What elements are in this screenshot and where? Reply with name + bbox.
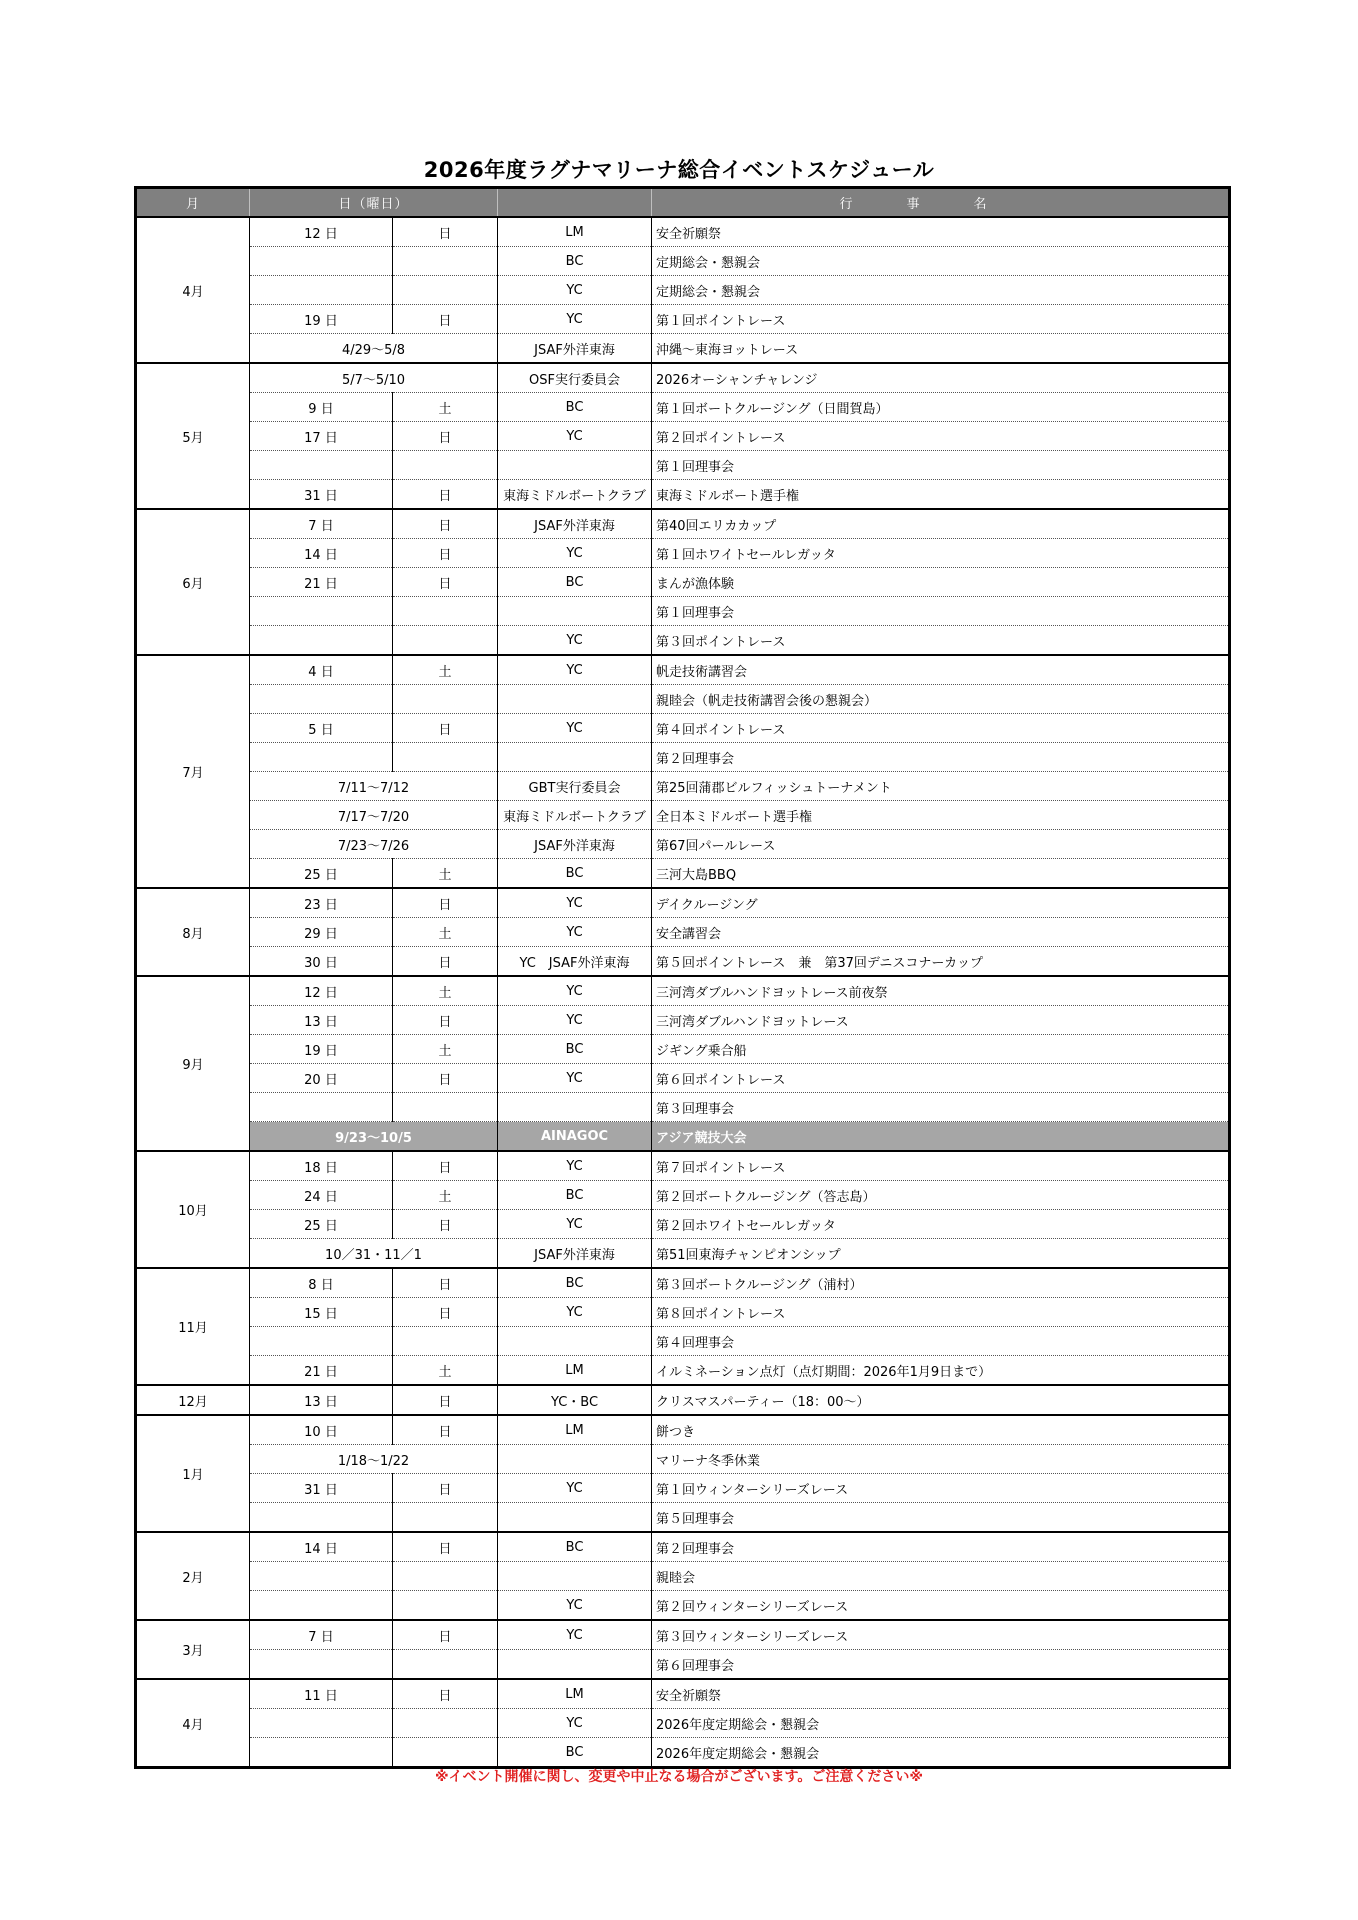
weekday-cell: 日 (393, 217, 498, 247)
table-row (136, 685, 1230, 714)
weekday-cell: 日 (393, 1210, 498, 1239)
date-cell: 23 日 (250, 888, 393, 918)
weekday-cell: 日 (393, 1268, 498, 1298)
weekday-cell: 土 (393, 918, 498, 947)
event-cell: アジア競技大会 (652, 1122, 1230, 1152)
event-cell: 第１回理事会 (652, 451, 1230, 480)
event-cell: 第１回ホワイトセールレガッタ (652, 539, 1230, 568)
event-cell: クリスマスパーティー（18：00～） (652, 1385, 1230, 1415)
weekday-cell: 日 (393, 422, 498, 451)
organizer-cell: YC (498, 1591, 652, 1621)
date-cell: 30 日 (250, 947, 393, 977)
event-cell: デイクルージング (652, 888, 1230, 918)
organizer-cell: JSAF外洋東海 (498, 830, 652, 859)
month-cell: 11月 (136, 1268, 250, 1385)
organizer-cell: YC (498, 539, 652, 568)
weekday-cell (393, 1327, 498, 1356)
header-date: 日（曜日） (250, 188, 498, 218)
date-cell: 8 日 (250, 1268, 393, 1298)
event-cell: 第１回ボートクルージング（日間賀島） (652, 393, 1230, 422)
organizer-cell: LM (498, 217, 652, 247)
event-cell: 第２回ボートクルージング（答志島） (652, 1181, 1230, 1210)
weekday-cell: 日 (393, 888, 498, 918)
event-cell: 三河湾ダブルハンドヨットレース前夜祭 (652, 976, 1230, 1006)
weekday-cell: 日 (393, 1474, 498, 1503)
header-row (136, 188, 1230, 218)
weekday-cell (393, 597, 498, 626)
event-cell: 親睦会（帆走技術講習会後の懇親会） (652, 685, 1230, 714)
table-row (136, 1562, 1230, 1591)
organizer-cell: 東海ミドルボートクラブ (498, 801, 652, 830)
table-row (136, 422, 1230, 451)
event-cell: 第５回ポイントレース 兼 第37回デニスコナーカップ (652, 947, 1230, 977)
organizer-cell (498, 1650, 652, 1680)
weekday-cell: 土 (393, 393, 498, 422)
table-row (136, 305, 1230, 334)
event-cell: 安全祈願祭 (652, 217, 1230, 247)
date-cell: 7/23～7/26 (250, 830, 498, 859)
event-cell: 餅つき (652, 1415, 1230, 1445)
date-cell: 11 日 (250, 1679, 393, 1709)
date-cell: 21 日 (250, 1356, 393, 1386)
table-row (136, 918, 1230, 947)
date-cell: 25 日 (250, 859, 393, 889)
table-row (136, 1122, 1230, 1152)
table-row (136, 626, 1230, 656)
event-cell: まんが漁体験 (652, 568, 1230, 597)
weekday-cell: 土 (393, 976, 498, 1006)
month-cell: 4月 (136, 217, 250, 363)
weekday-cell: 日 (393, 947, 498, 977)
date-cell: 12 日 (250, 217, 393, 247)
date-cell (250, 1591, 393, 1621)
weekday-cell: 日 (393, 1151, 498, 1181)
weekday-cell (393, 743, 498, 772)
table-row (136, 830, 1230, 859)
schedule-table (134, 186, 1231, 1769)
table-row (136, 1503, 1230, 1533)
schedule-body (136, 217, 1230, 1768)
event-cell: 第25回蒲郡ビルフィッシュトーナメント (652, 772, 1230, 801)
table-row (136, 655, 1230, 685)
date-cell (250, 276, 393, 305)
table-row (136, 1064, 1230, 1093)
date-cell: 19 日 (250, 1035, 393, 1064)
organizer-cell (498, 1093, 652, 1122)
weekday-cell: 日 (393, 1298, 498, 1327)
organizer-cell: JSAF外洋東海 (498, 509, 652, 539)
date-cell: 7/11～7/12 (250, 772, 498, 801)
date-cell (250, 743, 393, 772)
event-cell: 第２回理事会 (652, 1532, 1230, 1562)
event-cell: 第３回ポイントレース (652, 626, 1230, 656)
month-cell: 10月 (136, 1151, 250, 1268)
event-cell: 第４回ポイントレース (652, 714, 1230, 743)
event-cell: 第３回ウィンターシリーズレース (652, 1620, 1230, 1650)
table-row (136, 1268, 1230, 1298)
table-row (136, 1093, 1230, 1122)
weekday-cell (393, 1503, 498, 1533)
date-cell: 7 日 (250, 509, 393, 539)
event-cell: 第６回理事会 (652, 1650, 1230, 1680)
table-row (136, 1385, 1230, 1415)
organizer-cell (498, 685, 652, 714)
event-cell: 第40回エリカカップ (652, 509, 1230, 539)
event-cell: 第２回ウィンターシリーズレース (652, 1591, 1230, 1621)
table-row (136, 1445, 1230, 1474)
table-row (136, 772, 1230, 801)
date-cell: 10 日 (250, 1415, 393, 1445)
organizer-cell: YC JSAF外洋東海 (498, 947, 652, 977)
date-cell: 4/29～5/8 (250, 334, 498, 364)
organizer-cell: BC (498, 568, 652, 597)
weekday-cell: 日 (393, 509, 498, 539)
organizer-cell: YC (498, 1620, 652, 1650)
weekday-cell: 日 (393, 1415, 498, 1445)
date-cell (250, 1709, 393, 1738)
weekday-cell: 土 (393, 655, 498, 685)
weekday-cell: 日 (393, 1620, 498, 1650)
table-row (136, 509, 1230, 539)
table-row (136, 1415, 1230, 1445)
date-cell (250, 1503, 393, 1533)
month-cell: 5月 (136, 363, 250, 509)
table-row (136, 1738, 1230, 1768)
month-cell: 12月 (136, 1385, 250, 1415)
table-row (136, 1356, 1230, 1386)
event-cell: 第３回理事会 (652, 1093, 1230, 1122)
weekday-cell (393, 626, 498, 656)
date-cell (250, 597, 393, 626)
event-cell: 第51回東海チャンピオンシップ (652, 1239, 1230, 1269)
event-cell: マリーナ冬季休業 (652, 1445, 1230, 1474)
month-cell: 7月 (136, 655, 250, 888)
table-row (136, 1151, 1230, 1181)
event-cell: 第５回理事会 (652, 1503, 1230, 1533)
organizer-cell: BC (498, 393, 652, 422)
table-row (136, 888, 1230, 918)
table-row (136, 597, 1230, 626)
organizer-cell: BC (498, 859, 652, 889)
date-cell: 9/23～10/5 (250, 1122, 498, 1152)
weekday-cell: 日 (393, 480, 498, 510)
date-cell (250, 1562, 393, 1591)
date-cell: 14 日 (250, 1532, 393, 1562)
event-cell: 親睦会 (652, 1562, 1230, 1591)
table-row (136, 1239, 1230, 1269)
weekday-cell: 日 (393, 1385, 498, 1415)
organizer-cell: BC (498, 1181, 652, 1210)
organizer-cell: BC (498, 1738, 652, 1768)
date-cell: 13 日 (250, 1385, 393, 1415)
weekday-cell (393, 1591, 498, 1621)
organizer-cell: BC (498, 1532, 652, 1562)
organizer-cell (498, 1327, 652, 1356)
weekday-cell (393, 685, 498, 714)
date-cell: 5/7～5/10 (250, 363, 498, 393)
table-row (136, 1474, 1230, 1503)
table-row (136, 1679, 1230, 1709)
month-cell: 9月 (136, 976, 250, 1151)
date-cell: 13 日 (250, 1006, 393, 1035)
organizer-cell: GBT実行委員会 (498, 772, 652, 801)
weekday-cell (393, 276, 498, 305)
date-cell: 31 日 (250, 480, 393, 510)
date-cell: 7/17～7/20 (250, 801, 498, 830)
event-cell: 第２回理事会 (652, 743, 1230, 772)
weekday-cell (393, 451, 498, 480)
event-cell: 沖縄～東海ヨットレース (652, 334, 1230, 364)
organizer-cell: YC (498, 626, 652, 656)
organizer-cell: YC (498, 276, 652, 305)
event-cell: 2026年度定期総会・懇親会 (652, 1738, 1230, 1768)
weekday-cell (393, 1562, 498, 1591)
weekday-cell: 土 (393, 1181, 498, 1210)
date-cell: 29 日 (250, 918, 393, 947)
date-cell (250, 1738, 393, 1768)
page-title: 2026年度ラグナマリーナ総合イベントスケジュール (423, 158, 935, 182)
header-month: 月 (136, 188, 250, 218)
event-cell: 2026年度定期総会・懇親会 (652, 1709, 1230, 1738)
weekday-cell: 日 (393, 1064, 498, 1093)
event-cell: 第１回ポイントレース (652, 305, 1230, 334)
organizer-cell: YC (498, 918, 652, 947)
month-cell: 1月 (136, 1415, 250, 1532)
table-row (136, 1298, 1230, 1327)
table-row (136, 1620, 1230, 1650)
date-cell: 14 日 (250, 539, 393, 568)
table-row (136, 1181, 1230, 1210)
organizer-cell: JSAF外洋東海 (498, 1239, 652, 1269)
month-cell: 6月 (136, 509, 250, 655)
date-cell: 15 日 (250, 1298, 393, 1327)
event-cell: 第２回ホワイトセールレガッタ (652, 1210, 1230, 1239)
event-cell: 三河湾ダブルハンドヨットレース (652, 1006, 1230, 1035)
organizer-cell: YC (498, 976, 652, 1006)
event-cell: 三河大島BBQ (652, 859, 1230, 889)
table-row (136, 859, 1230, 889)
notice-text: ※イベント開催に関し、変更や中止なる場合がございます。ご注意ください※ (434, 1769, 924, 1785)
date-cell: 12 日 (250, 976, 393, 1006)
organizer-cell: YC (498, 305, 652, 334)
organizer-cell (498, 1562, 652, 1591)
table-row (136, 1210, 1230, 1239)
event-cell: 第７回ポイントレース (652, 1151, 1230, 1181)
event-cell: 定期総会・懇親会 (652, 276, 1230, 305)
date-cell (250, 1327, 393, 1356)
weekday-cell (393, 1650, 498, 1680)
table-row (136, 1035, 1230, 1064)
weekday-cell: 日 (393, 305, 498, 334)
month-cell: 3月 (136, 1620, 250, 1679)
table-row (136, 801, 1230, 830)
weekday-cell: 日 (393, 714, 498, 743)
month-cell: 4月 (136, 1679, 250, 1768)
date-cell (250, 626, 393, 656)
date-cell (250, 1093, 393, 1122)
organizer-cell (498, 451, 652, 480)
table-row (136, 1709, 1230, 1738)
weekday-cell (393, 1709, 498, 1738)
weekday-cell: 日 (393, 539, 498, 568)
table-row (136, 247, 1230, 276)
date-cell: 17 日 (250, 422, 393, 451)
table-row (136, 1327, 1230, 1356)
table-row (136, 1650, 1230, 1680)
table-row (136, 276, 1230, 305)
month-cell: 8月 (136, 888, 250, 976)
date-cell (250, 247, 393, 276)
date-cell: 7 日 (250, 1620, 393, 1650)
table-row (136, 393, 1230, 422)
event-cell: 安全講習会 (652, 918, 1230, 947)
event-cell: 第２回ポイントレース (652, 422, 1230, 451)
event-cell: 第６回ポイントレース (652, 1064, 1230, 1093)
organizer-cell: YC・BC (498, 1385, 652, 1415)
organizer-cell: LM (498, 1415, 652, 1445)
table-row (136, 947, 1230, 977)
table-row (136, 1006, 1230, 1035)
organizer-cell: OSF実行委員会 (498, 363, 652, 393)
organizer-cell (498, 1503, 652, 1533)
weekday-cell (393, 1738, 498, 1768)
date-cell (250, 1650, 393, 1680)
organizer-cell: YC (498, 1210, 652, 1239)
date-cell: 25 日 (250, 1210, 393, 1239)
date-cell: 21 日 (250, 568, 393, 597)
event-cell: 東海ミドルボート選手権 (652, 480, 1230, 510)
organizer-cell: AINAGOC (498, 1122, 652, 1152)
event-cell: 第３回ボートクルージング（浦村） (652, 1268, 1230, 1298)
organizer-cell: YC (498, 714, 652, 743)
table-row (136, 451, 1230, 480)
table-row (136, 568, 1230, 597)
organizer-cell: YC (498, 422, 652, 451)
date-cell: 24 日 (250, 1181, 393, 1210)
weekday-cell: 土 (393, 859, 498, 889)
table-row (136, 539, 1230, 568)
weekday-cell: 日 (393, 568, 498, 597)
weekday-cell: 日 (393, 1679, 498, 1709)
table-row (136, 714, 1230, 743)
organizer-cell (498, 743, 652, 772)
table-row (136, 217, 1230, 247)
table-row (136, 480, 1230, 510)
organizer-cell: YC (498, 655, 652, 685)
event-cell: 2026オーシャンチャレンジ (652, 363, 1230, 393)
weekday-cell: 土 (393, 1035, 498, 1064)
event-cell: イルミネーション点灯（点灯期間：2026年1月9日まで） (652, 1356, 1230, 1386)
weekday-cell (393, 247, 498, 276)
organizer-cell: YC (498, 1298, 652, 1327)
table-row (136, 363, 1230, 393)
date-cell: 10／31・11／1 (250, 1239, 498, 1269)
date-cell: 18 日 (250, 1151, 393, 1181)
organizer-cell: YC (498, 888, 652, 918)
organizer-cell (498, 597, 652, 626)
event-cell: 安全祈願祭 (652, 1679, 1230, 1709)
organizer-cell: 東海ミドルボートクラブ (498, 480, 652, 510)
date-cell: 9 日 (250, 393, 393, 422)
organizer-cell: YC (498, 1709, 652, 1738)
table-row (136, 743, 1230, 772)
weekday-cell: 日 (393, 1006, 498, 1035)
event-cell: 第１回ウィンターシリーズレース (652, 1474, 1230, 1503)
event-cell: 帆走技術講習会 (652, 655, 1230, 685)
event-cell: 第１回理事会 (652, 597, 1230, 626)
weekday-cell (393, 1093, 498, 1122)
weekday-cell: 日 (393, 1532, 498, 1562)
organizer-cell: YC (498, 1474, 652, 1503)
organizer-cell: LM (498, 1356, 652, 1386)
organizer-cell: YC (498, 1151, 652, 1181)
date-cell (250, 451, 393, 480)
table-row (136, 976, 1230, 1006)
date-cell: 5 日 (250, 714, 393, 743)
date-cell: 1/18～1/22 (250, 1445, 498, 1474)
event-cell: 第８回ポイントレース (652, 1298, 1230, 1327)
date-cell: 4 日 (250, 655, 393, 685)
event-cell: 全日本ミドルボート選手権 (652, 801, 1230, 830)
organizer-cell: YC (498, 1064, 652, 1093)
event-cell: 第67回パールレース (652, 830, 1230, 859)
header-org (498, 188, 652, 218)
organizer-cell: BC (498, 1268, 652, 1298)
date-cell: 19 日 (250, 305, 393, 334)
organizer-cell: BC (498, 247, 652, 276)
event-cell: 定期総会・懇親会 (652, 247, 1230, 276)
table-row (136, 1591, 1230, 1621)
organizer-cell: BC (498, 1035, 652, 1064)
date-cell (250, 685, 393, 714)
organizer-cell (498, 1445, 652, 1474)
organizer-cell: JSAF外洋東海 (498, 334, 652, 364)
event-cell: ジギング乗合船 (652, 1035, 1230, 1064)
organizer-cell: LM (498, 1679, 652, 1709)
date-cell: 31 日 (250, 1474, 393, 1503)
weekday-cell: 土 (393, 1356, 498, 1386)
header-event: 行事名 (652, 188, 1230, 218)
month-cell: 2月 (136, 1532, 250, 1620)
organizer-cell: YC (498, 1006, 652, 1035)
event-cell: 第４回理事会 (652, 1327, 1230, 1356)
date-cell: 20 日 (250, 1064, 393, 1093)
table-row (136, 334, 1230, 364)
table-row (136, 1532, 1230, 1562)
